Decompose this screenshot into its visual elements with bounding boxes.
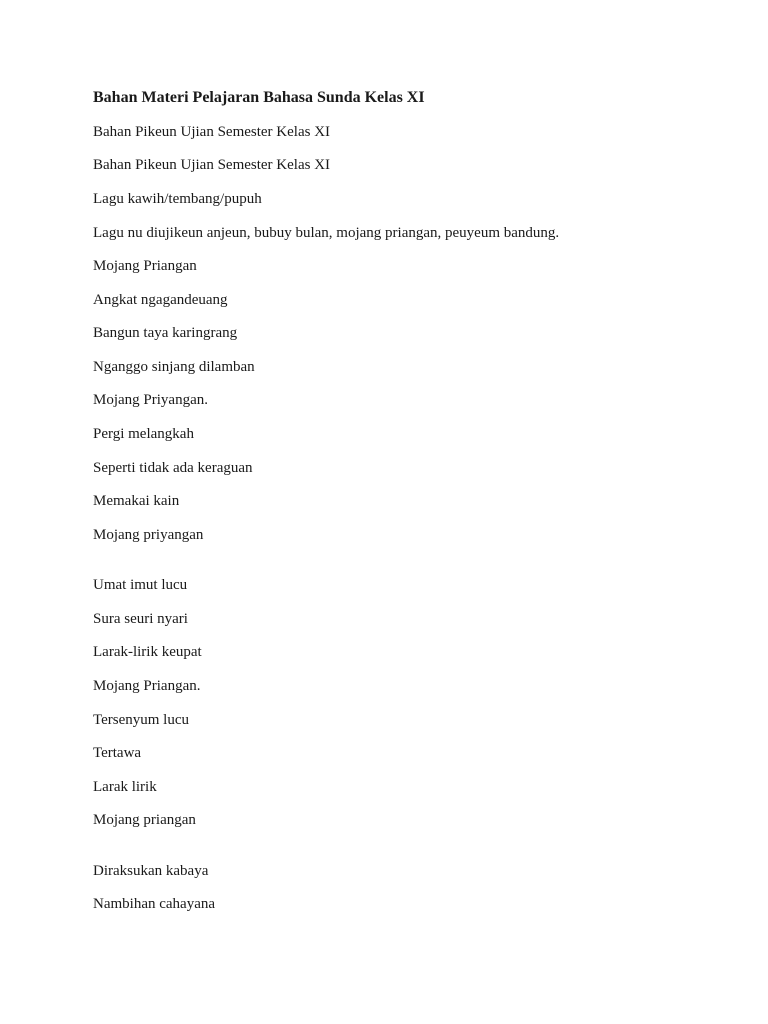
text-line: Larak lirik: [93, 779, 157, 795]
text-line: Bahan Pikeun Ujian Semester Kelas XI: [93, 124, 331, 140]
text-line: Larak-lirik keupat: [93, 644, 202, 660]
text-line: Sura seuri nyari: [93, 611, 188, 627]
text-line: Tertawa: [93, 745, 142, 761]
text-line: Mojang Priyangan.: [93, 392, 208, 408]
text-line: Umat imut lucu: [93, 577, 188, 593]
text-line: Mojang priangan: [93, 812, 196, 828]
text-line: Mojang Priangan.: [93, 678, 201, 694]
text-line: Mojang priyangan: [93, 527, 204, 543]
text-line: Mojang Priangan: [93, 258, 197, 274]
text-line: Pergi melangkah: [93, 426, 194, 442]
text-line: Tersenyum lucu: [93, 712, 190, 728]
text-line: Seperti tidak ada keraguan: [93, 460, 253, 476]
text-line: Lagu nu diujikeun anjeun, bubuy bulan, mojang priangan, peuyeum bandung.: [93, 225, 560, 241]
text-line: Memakai kain: [93, 493, 180, 509]
document-title: Bahan Materi Pelajaran Bahasa Sunda Kelas XI: [93, 89, 425, 106]
text-line: Bangun taya karingrang: [93, 325, 238, 341]
text-line: Nambihan cahayana: [93, 896, 216, 912]
text-line: Nganggo sinjang dilamban: [93, 359, 255, 375]
text-line: Bahan Pikeun Ujian Semester Kelas XI: [93, 157, 331, 173]
text-line: Diraksukan kabaya: [93, 863, 209, 879]
text-line: Lagu kawih/tembang/pupuh: [93, 191, 262, 207]
text-line: Angkat ngagandeuang: [93, 292, 228, 308]
